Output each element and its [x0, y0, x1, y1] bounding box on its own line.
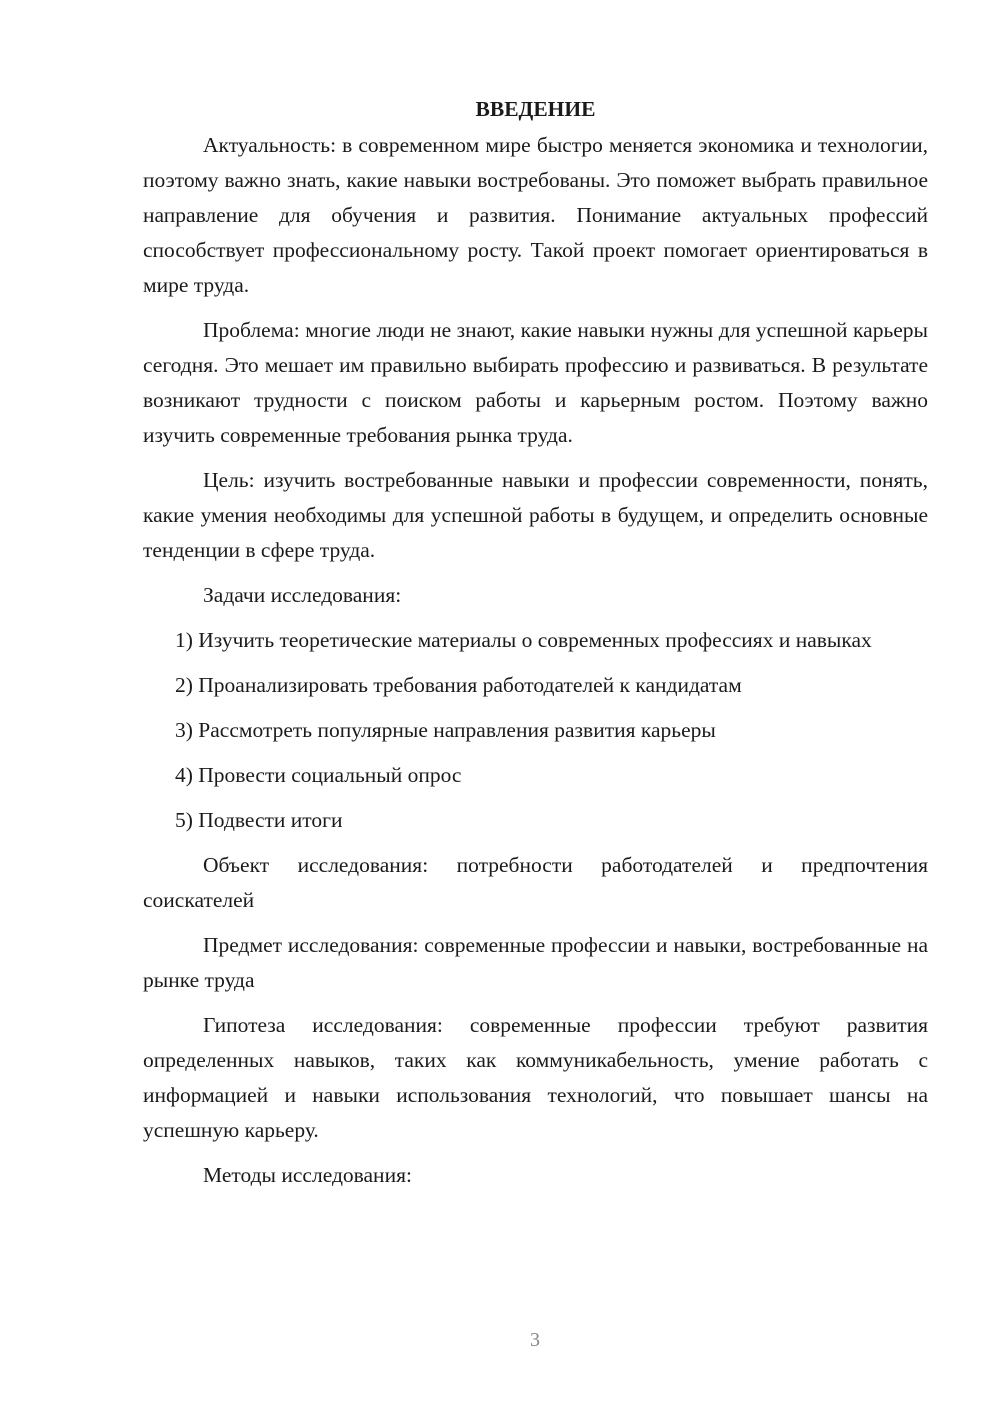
document-page	[143, 92, 928, 1203]
section-title: ВВЕДЕНИЕ	[475, 97, 596, 121]
task-item-5: 5) Подвести итоги	[175, 808, 343, 832]
relevance-paragraph: Актуальность: в современном мире быстро меняется экономика и технологии, поэтому важно знать, какие навыки востребованы. Это поможет выбрать правильное направление для обучения и развития. Понимание актуальных профессий способствует профессиональному росту. Такой проект помогает ориентироваться в мире труда.	[143, 133, 928, 297]
task-item-3: 3) Рассмотреть популярные направления развития карьеры	[175, 718, 716, 742]
goal-paragraph: Цель: изучить востребованные навыки и профессии современности, понять, какие умения необходимы для успешной работы в будущем, и определить основные тенденции в сфере труда.	[143, 468, 928, 562]
task-item-4: 4) Провести социальный опрос	[175, 763, 462, 787]
task-item-1: 1) Изучить теоретические материалы о современных профессиях и навыках	[175, 628, 872, 652]
object-paragraph: Объект исследования: потребности работодателей и предпочтения соискателей	[143, 853, 928, 912]
hypothesis-paragraph: Гипотеза исследования: современные профессии требуют развития определенных навыков, таких как коммуникабельность, умение работать с информацией и навыки использования технологий, что повышает шансы на успешную карьеру.	[143, 1013, 928, 1142]
tasks-heading: Задачи исследования:	[203, 583, 402, 607]
subject-paragraph: Предмет исследования: современные профессии и навыки, востребованные на рынке труда	[143, 933, 928, 992]
task-item-2: 2) Проанализировать требования работодателей к кандидатам	[175, 673, 742, 697]
methods-heading: Методы исследования:	[203, 1163, 412, 1187]
page-number: 3	[530, 1329, 540, 1351]
problem-paragraph: Проблема: многие люди не знают, какие навыки нужны для успешной карьеры сегодня. Это мешает им правильно выбирать профессию и развиваться. В результате возникают трудности с поиском работы и карьерным ростом. Поэтому важно изучить современные требования рынка труда.	[143, 318, 928, 447]
